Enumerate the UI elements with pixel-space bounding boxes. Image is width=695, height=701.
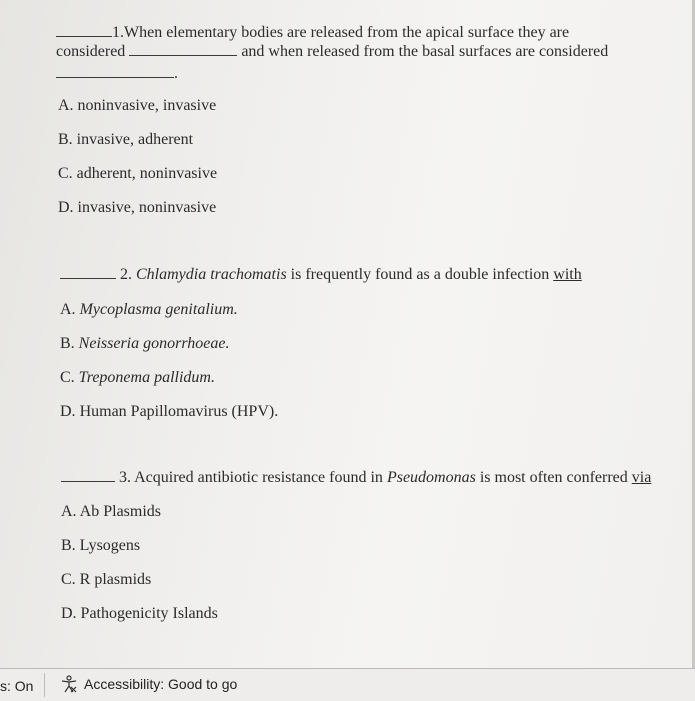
status-bar (0, 668, 695, 701)
q2-option-a[interactable] (60, 301, 238, 319)
q1-option-a[interactable]: A. noninvasive, invasive (58, 97, 217, 114)
question-1-period: . (174, 65, 178, 82)
question-1-considered-1: considered (56, 43, 126, 60)
question-2-organism: Chlamydia trachomatis (136, 266, 287, 283)
question-3-underlined-word: via (631, 469, 652, 486)
question-3-stem-pre: Acquired antibiotic resistance found in (131, 469, 387, 486)
q2-option-b[interactable] (60, 335, 229, 353)
option-letter: C. (60, 369, 75, 386)
answer-blank (60, 264, 116, 279)
answer-blank (61, 467, 115, 482)
question-3-stem-text: is most often conferred (475, 469, 632, 486)
q3-option-c[interactable]: C. R plasmids (61, 571, 152, 588)
q3-option-a[interactable]: A. Ab Plasmids (61, 503, 162, 520)
accessibility-button[interactable] (60, 675, 237, 693)
question-1-stem-text: 1.When elementary bodies are released from the apical surface they are (112, 24, 570, 41)
status-text-left[interactable]: s: On (0, 678, 34, 694)
question-3-number: 3. (119, 469, 131, 486)
question-3-stem (61, 467, 651, 487)
question-3-organism: Pseudomonas (386, 469, 476, 486)
question-1-considered-2: and when released from the basal surfaces are considered (241, 43, 609, 60)
q1-option-b[interactable]: B. invasive, adherent (58, 131, 194, 148)
question-2-number: 2. (120, 266, 132, 283)
option-letter: D. (60, 403, 76, 420)
option-text: Human Papillomavirus (HPV). (79, 403, 279, 420)
q3-option-d[interactable]: D. Pathogenicity Islands (61, 605, 218, 622)
question-1-stem-line2 (56, 41, 608, 61)
status-divider (44, 673, 45, 697)
question-1-stem-line1 (56, 22, 569, 42)
option-letter: A. (60, 301, 76, 318)
question-2-stem (60, 264, 582, 284)
fill-blank-2 (56, 63, 174, 78)
option-text: Neisseria gonorrhoeae. (78, 335, 230, 352)
q2-option-c[interactable] (60, 369, 215, 387)
option-text: Treponema pallidum. (78, 369, 215, 386)
q1-option-c[interactable]: C. adherent, noninvasive (58, 165, 218, 182)
accessibility-icon (60, 675, 78, 693)
q2-option-d[interactable] (60, 403, 278, 421)
q3-option-b[interactable]: B. Lysogens (61, 537, 141, 554)
option-letter: B. (60, 335, 75, 352)
q1-option-d[interactable]: D. invasive, noninvasive (58, 199, 217, 216)
question-2-underlined-word: with (553, 266, 582, 283)
answer-blank (56, 22, 112, 37)
option-text: Mycoplasma genitalium. (79, 301, 238, 318)
question-1-stem-line3 (56, 63, 178, 83)
question-2-stem-text: is frequently found as a double infection (286, 266, 554, 283)
accessibility-label: Accessibility: Good to go (84, 676, 238, 692)
fill-blank-1 (129, 41, 237, 56)
